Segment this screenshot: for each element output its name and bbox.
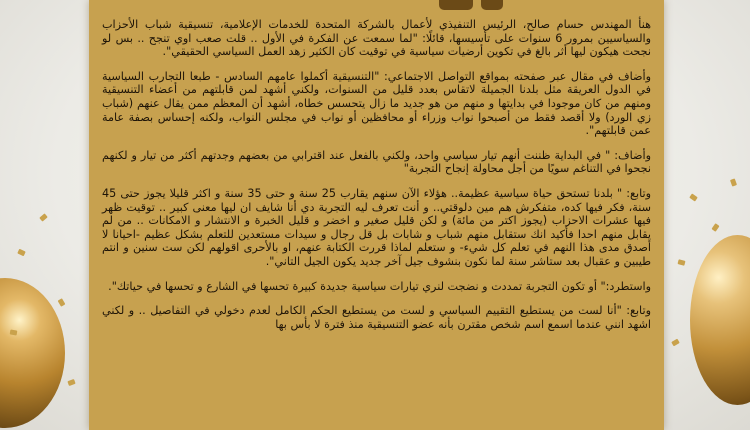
article-panel — [89, 0, 664, 430]
confetti-piece — [10, 329, 18, 335]
confetti-piece — [689, 193, 698, 201]
gold-balloon-left — [0, 278, 65, 428]
decorative-ribbon — [481, 0, 503, 10]
paragraph: وأضاف: " في البداية ظننت أنهم تيار سياسي واحد، ولكني بالفعل عند اقترابي من بعضهم وجدتهم أكثر من تيار و لكنهم نجحوا في التناغم سويًا من أجل محاولة إنجاح التجربة" — [102, 148, 651, 176]
confetti-piece — [730, 178, 737, 186]
paragraph: وتابع: "أنا لست من يستطيع التقييم السياسي و لست من يستطيع الحكم الكامل لعدم دخولي في التفاصيل .. و لكني اشهد انني عندما اسمع اسم شخص مقترن بأنه عضو التنسيقية منذ فترة لا بأس بها — [102, 304, 651, 331]
confetti-piece — [711, 223, 719, 232]
confetti-piece — [17, 249, 25, 256]
decorative-ribbon — [439, 0, 473, 10]
paragraph: هنأ المهندس حسام صالح، الرئيس التنفيذي لأعمال بالشركة المتحدة للخدمات الإعلامية، تنسيقية شباب الأحزاب والسياسيين بمرور 6 سنوات على تأسيسها، قائلًا: "لما سمعت عن الفكرة في الأول .. قلت صعب اوي تنجح .. بس لو نجحت هيكون ليها أثر بالغ في تكوين أرضيات سياسية في توقيت كان الكثير زهد العمل السياسي الحقيقي". — [102, 18, 651, 59]
confetti-piece — [58, 298, 66, 307]
gold-balloon-right — [690, 235, 750, 405]
confetti-piece — [671, 339, 680, 347]
confetti-piece — [67, 379, 75, 386]
paragraph: وتابع: " بلدنا تستحق حياة سياسية عظيمة.. هؤلاء الآن سنهم يقارب 25 سنة و حتى 35 سنة و اكثر قليلا يجوز حتى 45 سنة، فكر فيها كده، متفكرش هم مين دلوقتي.. و أنت تعرف ليه التجربة دي أنا شايف ان ليها معنى كبير .. توقيت ظهر فيها عشرات الاحزاب (يجوز اكتر من مائة) و لكن قليل صغير و اخضر و قليل الخبرة و الانتشار و الامكانات .. من لم يقابل منهم احدا فأكيد انك ستقابل منهم شباب و شابات بل قل رجال و سيدات مستعدين للتعلم بشكل عظيم -احيانا لا أصدق مدى هذا النهم في تعلم كل شيء- و ستعلم لماذا قررت الكتابة عنهم، او بالأحرى اقولهم لكن ست سنين و انتم طيبين و عقبال بعد ستاشر سنة لما نكون بنشوف جيل آخر جديد يكون الجيل التاني". — [102, 186, 652, 268]
article-body — [102, 18, 651, 342]
paragraph: وأضاف في مقال عبر صفحته بمواقع التواصل الاجتماعي: "التنسيقية أكملوا عامهم السادس - طبعا التجارب السياسية في الدول العريقة مثل بلدنا الجميلة لاتقاس بعدد قليل من السنوات، ولكني أشهد لمن قابلتهم من أعضاء التنسيقية ومنهم من كان موجودا في بدايتها و منهم من هو جديد ما زال يتحسس خطاه، أشهد أن المعظم ممن يقال عنهم (شباب زي الورد) ولا أقصد فقط من أصبحوا نواب وزراء أو محافظين أو نواب في مجلس النواب، ولكنه إحساس بصفة عامة عمن قابلتهم". — [102, 69, 651, 138]
confetti-piece — [677, 259, 685, 266]
paragraph: واستطرد:" أو تكون التجربة تمددت و نضجت لنري تيارات سياسية جديدة كبيرة تحسها في الشارع و تحسها في حياتك". — [108, 279, 651, 293]
confetti-piece — [39, 213, 48, 221]
